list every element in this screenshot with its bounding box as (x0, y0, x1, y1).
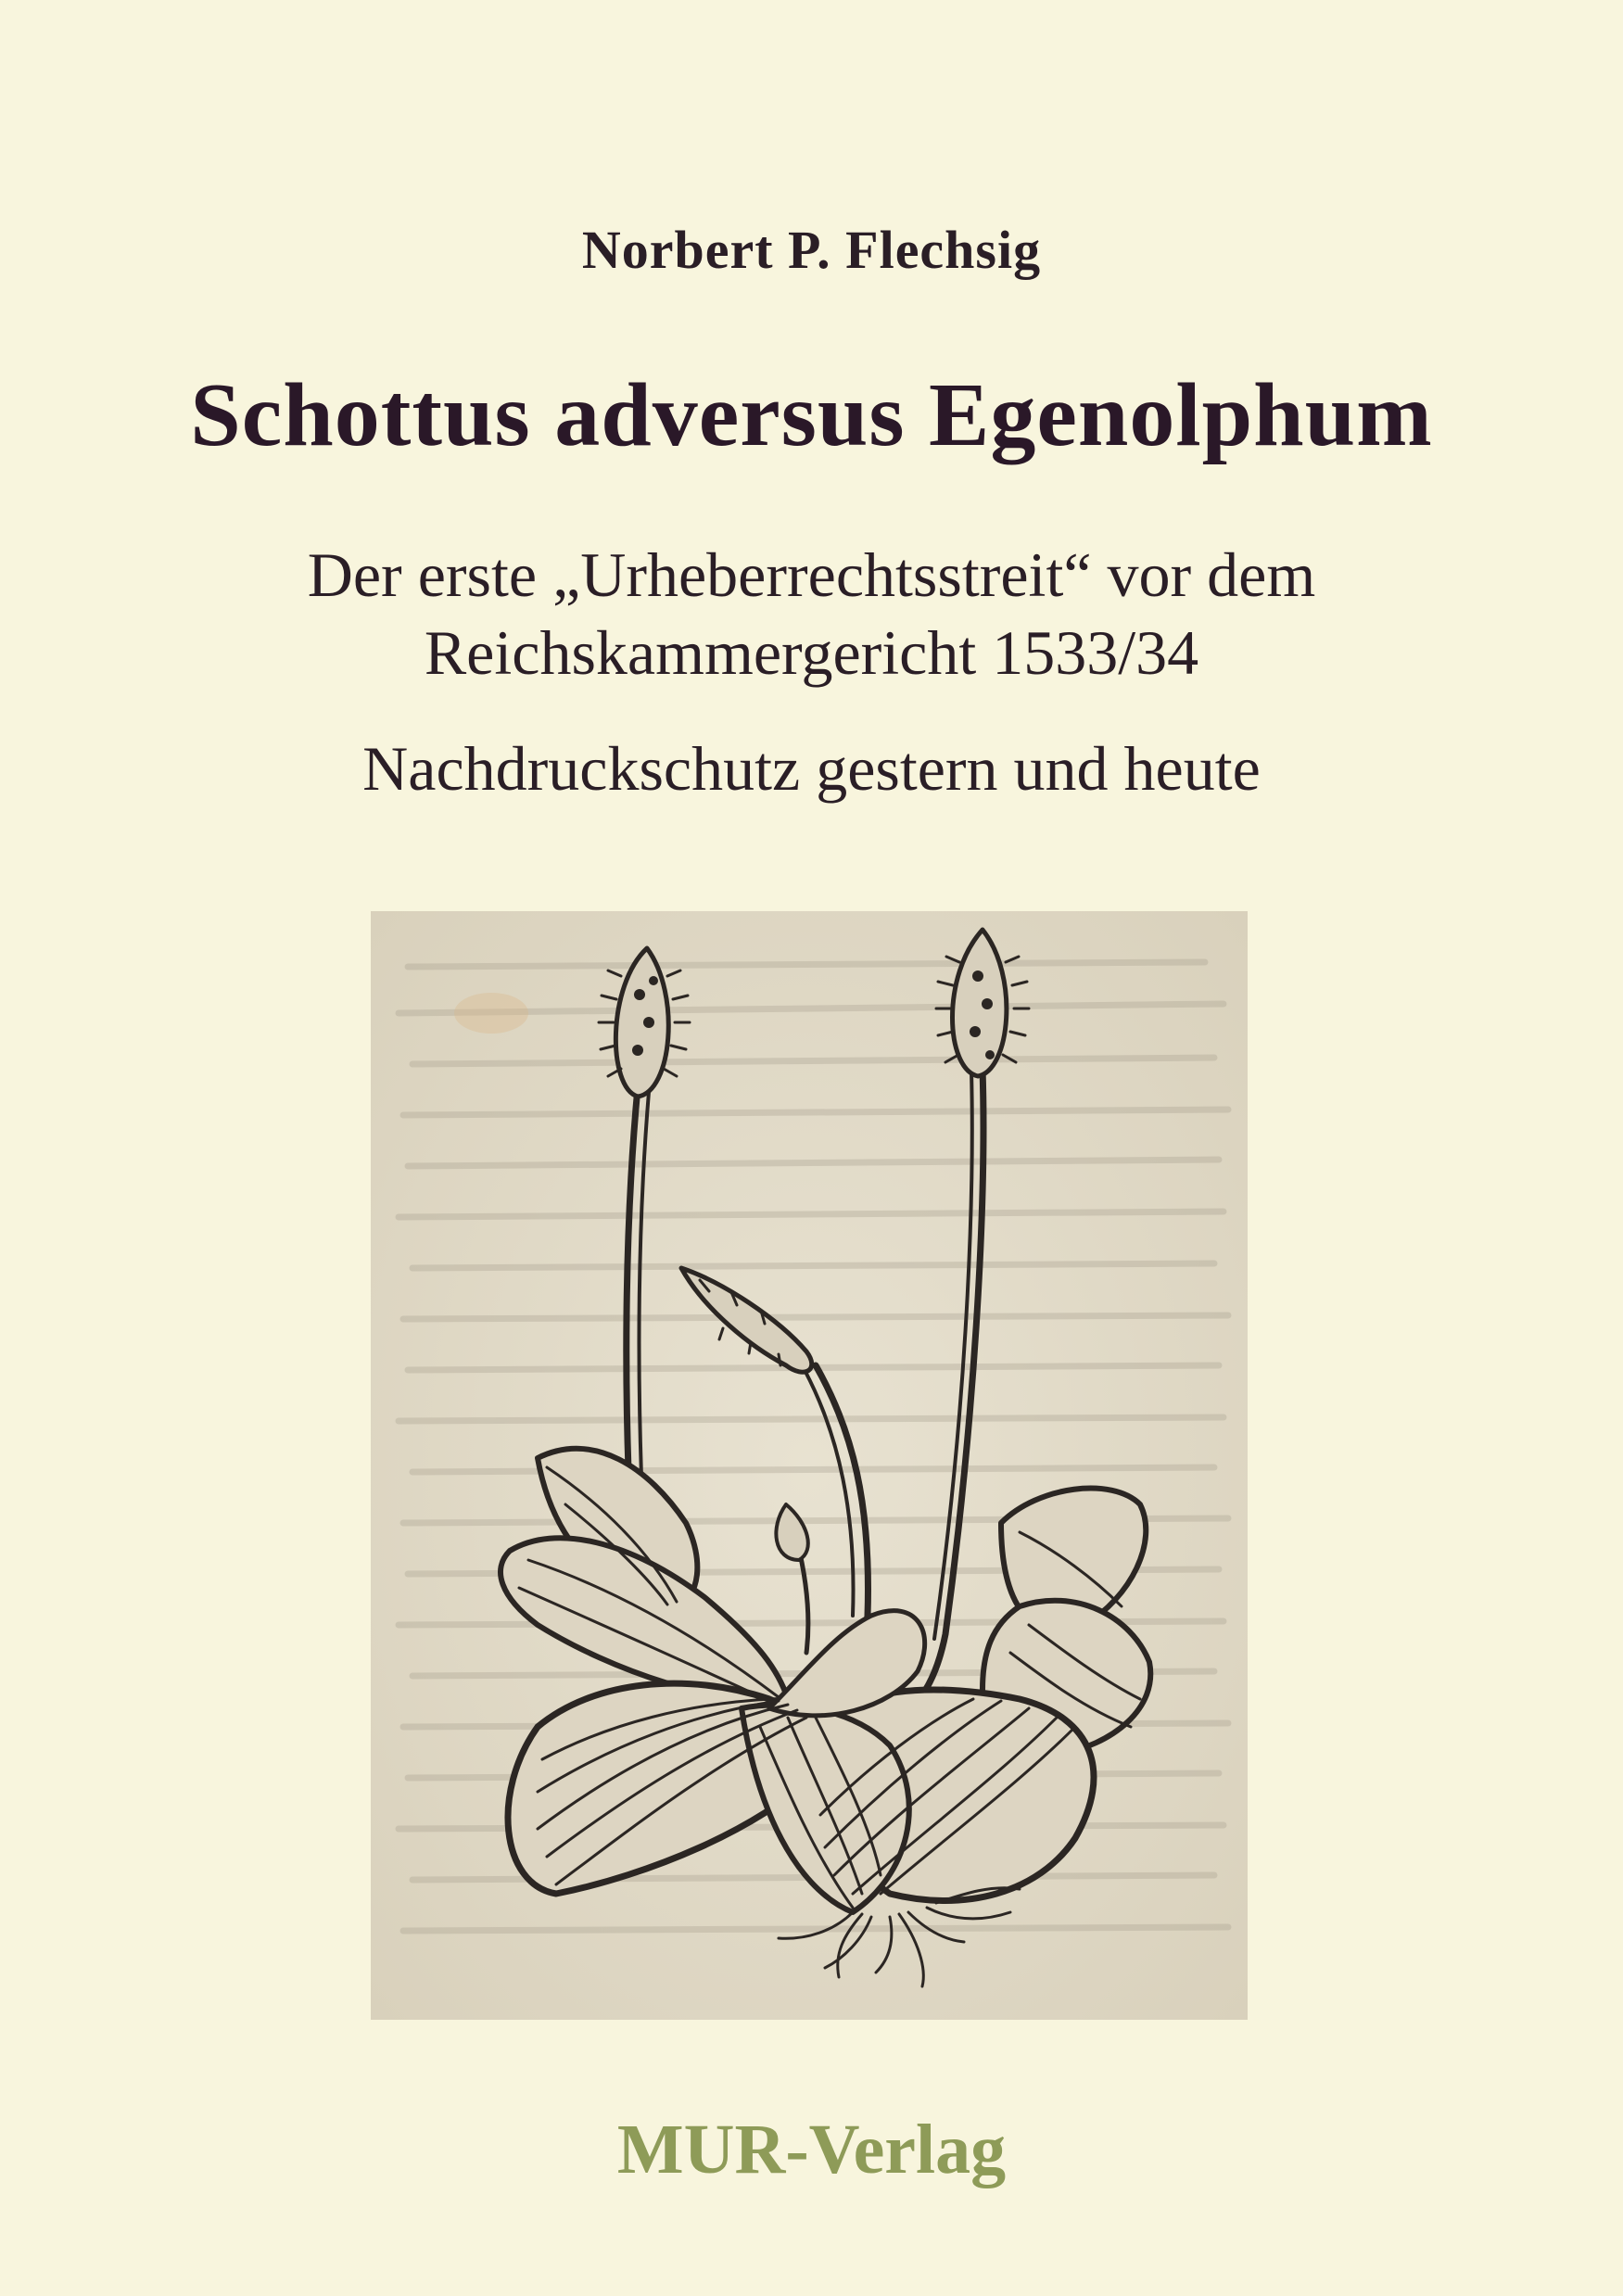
publisher-name: MUR-Verlag (616, 2111, 1007, 2188)
book-subtitle (0, 536, 1623, 691)
subtitle-line-1: Der erste „Urheberrechtsstreit“ vor dem (307, 539, 1316, 610)
book-subtitle-secondary: Nachdruckschutz gestern und heute (362, 733, 1261, 804)
author-name: Norbert P. Flechsig (581, 220, 1042, 280)
plantain-woodcut-illustration (371, 911, 1248, 2020)
subtitle-line-2: Reichskammergericht 1533/34 (424, 617, 1199, 688)
book-title: Schottus adversus Egenolphum (190, 365, 1433, 465)
